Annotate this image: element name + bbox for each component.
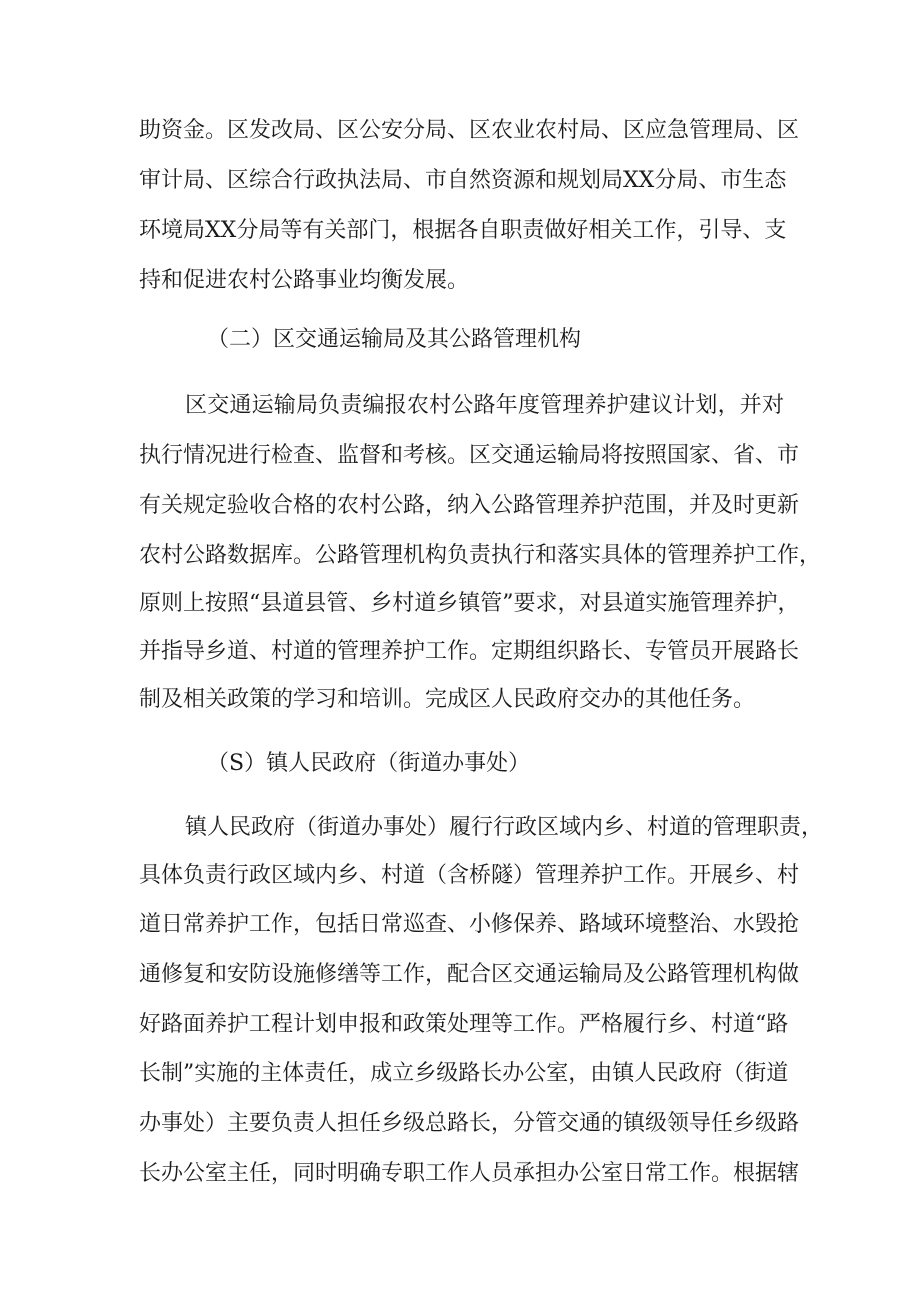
paragraph-2-line-5: 原则上按照“县道县管、乡村道乡镇管”要求，对县道实施管理养护， bbox=[139, 591, 800, 616]
paragraph-3-line-1: 镇人民政府（街道办事处）履行行政区域内乡、村道的管理职责， bbox=[185, 815, 824, 840]
paragraph-3-line-4: 通修复和安防设施修缮等工作，配合区交通运输局及公路管理机构做 bbox=[139, 962, 800, 987]
paragraph-3-line-2: 具体负责行政区域内乡、村道（含桥隧）管理养护工作。开展乡、村 bbox=[139, 863, 800, 888]
paragraph-3-line-7: 办事处）主要负责人担任乡级总路长，分管交通的镇级领导任乡级路 bbox=[139, 1111, 800, 1136]
paragraph-1-line-3: 环境局XX分局等有关部门，根据各自职责做好相关工作，引导、支 bbox=[139, 218, 787, 243]
paragraph-2-line-7: 制及相关政策的学习和培训。完成区人民政府交办的其他任务。 bbox=[139, 687, 756, 712]
paragraph-2-line-3: 有关规定验收合格的农村公路，纳入公路管理养护范围，并及时更新 bbox=[139, 493, 800, 518]
section-heading-2: （二）区交通运输局及其公路管理机构 bbox=[207, 327, 582, 352]
section-heading-3: （S）镇人民政府（街道办事处） bbox=[207, 751, 531, 776]
paragraph-2-line-4: 农村公路数据库。公路管理机构负责执行和落实具体的管理养护工作， bbox=[139, 543, 822, 568]
paragraph-3-line-8: 长办公室主任，同时明确专职工作人员承担办公室日常工作。根据辖 bbox=[139, 1161, 800, 1186]
paragraph-3-line-3: 道日常养护工作，包括日常巡查、小修保养、路域环境整治、水毁抢 bbox=[139, 912, 800, 937]
paragraph-1-line-2: 审计局、区综合行政执法局、市自然资源和规划局XX分局、市生态 bbox=[139, 168, 787, 193]
paragraph-2-line-6: 并指导乡道、村道的管理养护工作。定期组织路长、专管员开展路长 bbox=[139, 639, 800, 664]
paragraph-3-line-6: 长制”实施的主体责任，成立乡级路长办公室，由镇人民政府（街道 bbox=[139, 1061, 789, 1086]
paragraph-3-line-5: 好路面养护工程计划申报和政策处理等工作。严格履行乡、村道“路 bbox=[139, 1012, 789, 1037]
paragraph-1-line-1: 助资金。区发改局、区公安分局、区农业农村局、区应急管理局、区 bbox=[139, 118, 800, 143]
paragraph-2-line-1: 区交通运输局负责编报农村公路年度管理养护建议计划，并对 bbox=[185, 393, 784, 418]
paragraph-1-line-4: 持和促进农村公路事业均衡发展。 bbox=[139, 268, 470, 293]
paragraph-2-line-2: 执行情况进行检查、监督和考核。区交通运输局将按照国家、省、市 bbox=[139, 443, 800, 468]
